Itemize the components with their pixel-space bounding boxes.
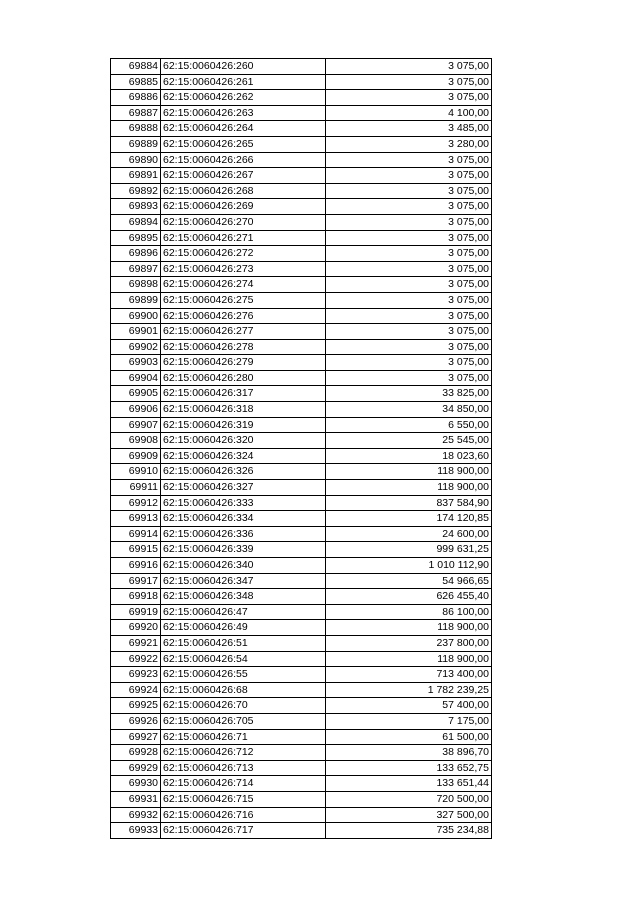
cadastral-value-cell: 1 010 112,90 [326,558,492,574]
cadastral-number-cell: 62:15:0060426:334 [161,511,326,527]
row-number-cell: 69894 [111,214,161,230]
cadastral-number-cell: 62:15:0060426:705 [161,713,326,729]
row-number-cell: 69891 [111,168,161,184]
cadastral-number-cell: 62:15:0060426:320 [161,433,326,449]
cadastral-value-cell: 4 100,00 [326,105,492,121]
cadastral-value-cell: 327 500,00 [326,807,492,823]
row-number-cell: 69890 [111,152,161,168]
cadastral-value-cell: 34 850,00 [326,402,492,418]
cadastral-value-cell: 133 651,44 [326,776,492,792]
table-row [111,90,492,106]
table-row [111,620,492,636]
row-number-cell: 69919 [111,604,161,620]
cadastral-value-cell: 3 075,00 [326,199,492,215]
row-number-cell: 69927 [111,729,161,745]
table-row [111,745,492,761]
cadastral-value-cell: 3 075,00 [326,370,492,386]
table-row [111,230,492,246]
cadastral-value-cell: 86 100,00 [326,604,492,620]
cadastral-number-cell: 62:15:0060426:712 [161,745,326,761]
row-number-cell: 69889 [111,136,161,152]
table-row [111,573,492,589]
cadastral-number-cell: 62:15:0060426:324 [161,448,326,464]
table-body [111,59,492,839]
cadastral-number-cell: 62:15:0060426:267 [161,168,326,184]
row-number-cell: 69918 [111,589,161,605]
cadastral-value-cell: 33 825,00 [326,386,492,402]
cadastral-value-cell: 3 485,00 [326,121,492,137]
row-number-cell: 69923 [111,667,161,683]
row-number-cell: 69885 [111,74,161,90]
row-number-cell: 69930 [111,776,161,792]
table-row [111,355,492,371]
table-row [111,448,492,464]
row-number-cell: 69910 [111,464,161,480]
table-row [111,105,492,121]
cadastral-number-cell: 62:15:0060426:318 [161,402,326,418]
table-row [111,776,492,792]
cadastral-number-cell: 62:15:0060426:275 [161,292,326,308]
table-row [111,495,492,511]
table-row [111,261,492,277]
cadastral-number-cell: 62:15:0060426:333 [161,495,326,511]
cadastral-number-cell: 62:15:0060426:68 [161,682,326,698]
cadastral-value-cell: 3 075,00 [326,74,492,90]
cadastral-value-cell: 713 400,00 [326,667,492,683]
table-row [111,59,492,75]
cadastral-value-cell: 3 075,00 [326,339,492,355]
cadastral-value-cell: 3 075,00 [326,308,492,324]
table-row [111,589,492,605]
table-row [111,823,492,839]
cadastral-number-cell: 62:15:0060426:51 [161,635,326,651]
table-row [111,511,492,527]
cadastral-value-cell: 118 900,00 [326,620,492,636]
cadastral-value-cell: 133 652,75 [326,760,492,776]
table-row [111,292,492,308]
table-row [111,542,492,558]
row-number-cell: 69916 [111,558,161,574]
row-number-cell: 69884 [111,59,161,75]
row-number-cell: 69898 [111,277,161,293]
cadastral-value-cell: 3 075,00 [326,183,492,199]
table-row [111,635,492,651]
row-number-cell: 69888 [111,121,161,137]
table-row [111,417,492,433]
cadastral-value-cell: 3 075,00 [326,246,492,262]
table-row [111,74,492,90]
row-number-cell: 69922 [111,651,161,667]
row-number-cell: 69926 [111,713,161,729]
cadastral-number-cell: 62:15:0060426:278 [161,339,326,355]
table-row [111,277,492,293]
row-number-cell: 69886 [111,90,161,106]
cadastral-value-cell: 3 075,00 [326,59,492,75]
cadastral-value-cell: 999 631,25 [326,542,492,558]
row-number-cell: 69932 [111,807,161,823]
cadastral-number-cell: 62:15:0060426:716 [161,807,326,823]
cadastral-number-cell: 62:15:0060426:336 [161,526,326,542]
row-number-cell: 69904 [111,370,161,386]
row-number-cell: 69924 [111,682,161,698]
cadastral-number-cell: 62:15:0060426:270 [161,214,326,230]
cadastral-value-cell: 18 023,60 [326,448,492,464]
cadastral-number-cell: 62:15:0060426:263 [161,105,326,121]
cadastral-value-cell: 735 234,88 [326,823,492,839]
cadastral-number-cell: 62:15:0060426:317 [161,386,326,402]
cadastral-value-cell: 3 280,00 [326,136,492,152]
cadastral-number-cell: 62:15:0060426:271 [161,230,326,246]
table-row [111,760,492,776]
table-row [111,667,492,683]
cadastral-number-cell: 62:15:0060426:274 [161,277,326,293]
cadastral-number-cell: 62:15:0060426:260 [161,59,326,75]
cadastral-number-cell: 62:15:0060426:276 [161,308,326,324]
cadastral-number-cell: 62:15:0060426:264 [161,121,326,137]
row-number-cell: 69903 [111,355,161,371]
cadastral-number-cell: 62:15:0060426:70 [161,698,326,714]
cadastral-value-cell: 3 075,00 [326,324,492,340]
cadastral-value-cell: 3 075,00 [326,230,492,246]
cadastral-number-cell: 62:15:0060426:326 [161,464,326,480]
row-number-cell: 69933 [111,823,161,839]
cadastral-value-cell: 25 545,00 [326,433,492,449]
row-number-cell: 69897 [111,261,161,277]
row-number-cell: 69917 [111,573,161,589]
table-row [111,324,492,340]
cadastral-number-cell: 62:15:0060426:54 [161,651,326,667]
cadastral-value-cell: 118 900,00 [326,651,492,667]
cadastral-number-cell: 62:15:0060426:262 [161,90,326,106]
table-row [111,464,492,480]
cadastral-value-cell: 118 900,00 [326,464,492,480]
cadastral-value-cell: 3 075,00 [326,261,492,277]
row-number-cell: 69887 [111,105,161,121]
cadastral-number-cell: 62:15:0060426:279 [161,355,326,371]
table-row [111,246,492,262]
table-row [111,713,492,729]
row-number-cell: 69906 [111,402,161,418]
table-row [111,433,492,449]
cadastral-value-cell: 38 896,70 [326,745,492,761]
cadastral-value-cell: 174 120,85 [326,511,492,527]
table-row [111,168,492,184]
row-number-cell: 69920 [111,620,161,636]
table-row [111,651,492,667]
cadastral-value-cell: 3 075,00 [326,277,492,293]
row-number-cell: 69900 [111,308,161,324]
cadastral-value-cell: 626 455,40 [326,589,492,605]
row-number-cell: 69929 [111,760,161,776]
table-row [111,339,492,355]
table-row [111,604,492,620]
cadastral-value-cell: 3 075,00 [326,355,492,371]
table-row [111,386,492,402]
row-number-cell: 69896 [111,246,161,262]
row-number-cell: 69912 [111,495,161,511]
cadastral-number-cell: 62:15:0060426:55 [161,667,326,683]
cadastral-value-cell: 3 075,00 [326,214,492,230]
table-row [111,152,492,168]
row-number-cell: 69928 [111,745,161,761]
row-number-cell: 69893 [111,199,161,215]
cadastral-value-cell: 3 075,00 [326,168,492,184]
row-number-cell: 69921 [111,635,161,651]
row-number-cell: 69909 [111,448,161,464]
row-number-cell: 69911 [111,480,161,496]
row-number-cell: 69895 [111,230,161,246]
cadastral-number-cell: 62:15:0060426:713 [161,760,326,776]
cadastral-number-cell: 62:15:0060426:71 [161,729,326,745]
cadastral-value-cell: 720 500,00 [326,791,492,807]
cadastral-number-cell: 62:15:0060426:347 [161,573,326,589]
row-number-cell: 69915 [111,542,161,558]
table-row [111,402,492,418]
cadastral-number-cell: 62:15:0060426:717 [161,823,326,839]
cadastral-value-cell: 6 550,00 [326,417,492,433]
cadastral-value-cell: 3 075,00 [326,152,492,168]
table-row [111,214,492,230]
row-number-cell: 69901 [111,324,161,340]
table-row [111,698,492,714]
cadastral-number-cell: 62:15:0060426:261 [161,74,326,90]
cadastral-number-cell: 62:15:0060426:319 [161,417,326,433]
table-row [111,558,492,574]
cadastral-value-cell: 24 600,00 [326,526,492,542]
cadastral-number-cell: 62:15:0060426:715 [161,791,326,807]
cadastral-value-cell: 57 400,00 [326,698,492,714]
cadastral-number-cell: 62:15:0060426:280 [161,370,326,386]
cadastral-number-cell: 62:15:0060426:340 [161,558,326,574]
cadastral-number-cell: 62:15:0060426:348 [161,589,326,605]
table-row [111,199,492,215]
cadastral-value-cell: 3 075,00 [326,292,492,308]
cadastral-value-table [110,58,492,839]
cadastral-number-cell: 62:15:0060426:273 [161,261,326,277]
row-number-cell: 69907 [111,417,161,433]
row-number-cell: 69913 [111,511,161,527]
cadastral-number-cell: 62:15:0060426:327 [161,480,326,496]
table-row [111,183,492,199]
cadastral-number-cell: 62:15:0060426:265 [161,136,326,152]
row-number-cell: 69905 [111,386,161,402]
cadastral-number-cell: 62:15:0060426:269 [161,199,326,215]
row-number-cell: 69914 [111,526,161,542]
cadastral-number-cell: 62:15:0060426:714 [161,776,326,792]
table-row [111,121,492,137]
cadastral-value-cell: 61 500,00 [326,729,492,745]
cadastral-value-cell: 237 800,00 [326,635,492,651]
table-row [111,136,492,152]
table-row [111,526,492,542]
table-row [111,370,492,386]
cadastral-value-cell: 54 966,65 [326,573,492,589]
table-row [111,682,492,698]
cadastral-value-cell: 837 584,90 [326,495,492,511]
row-number-cell: 69902 [111,339,161,355]
table-row [111,791,492,807]
table-row [111,807,492,823]
row-number-cell: 69908 [111,433,161,449]
table-row [111,729,492,745]
cadastral-number-cell: 62:15:0060426:277 [161,324,326,340]
row-number-cell: 69931 [111,791,161,807]
cadastral-number-cell: 62:15:0060426:268 [161,183,326,199]
row-number-cell: 69892 [111,183,161,199]
cadastral-number-cell: 62:15:0060426:266 [161,152,326,168]
row-number-cell: 69899 [111,292,161,308]
cadastral-number-cell: 62:15:0060426:47 [161,604,326,620]
cadastral-value-cell: 3 075,00 [326,90,492,106]
row-number-cell: 69925 [111,698,161,714]
cadastral-value-cell: 118 900,00 [326,480,492,496]
cadastral-number-cell: 62:15:0060426:339 [161,542,326,558]
cadastral-value-cell: 7 175,00 [326,713,492,729]
table-row [111,308,492,324]
cadastral-number-cell: 62:15:0060426:49 [161,620,326,636]
table-row [111,480,492,496]
cadastral-number-cell: 62:15:0060426:272 [161,246,326,262]
cadastral-value-cell: 1 782 239,25 [326,682,492,698]
